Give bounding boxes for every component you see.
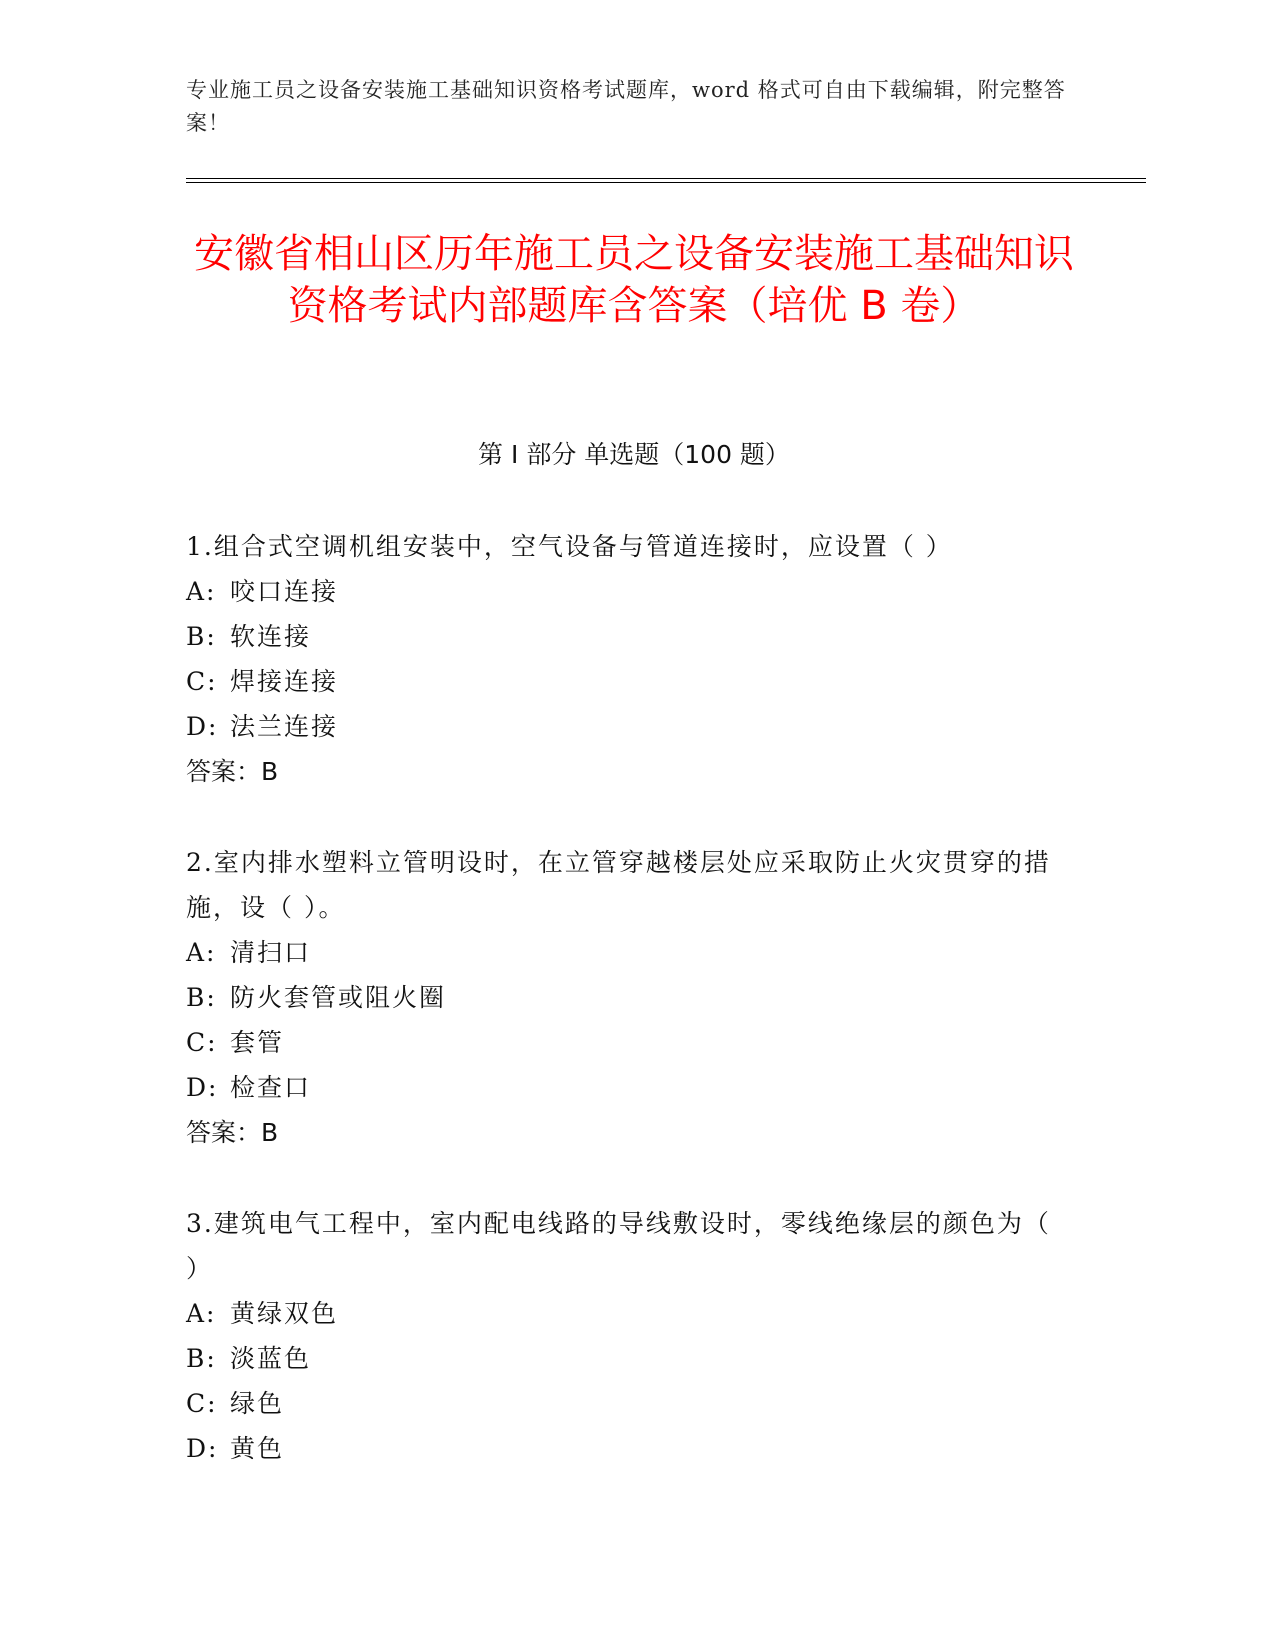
option-a — [186, 1291, 1066, 1336]
header-rule-top — [186, 178, 1146, 179]
option-d — [186, 1426, 1066, 1471]
option-text: 套管 — [230, 1028, 285, 1057]
question-stem: 1.组合式空调机组安装中，空气设备与管道连接时，应设置（ ） — [186, 532, 953, 561]
option-text: 黄绿双色 — [230, 1299, 339, 1328]
answer-line: 答案：B — [186, 1118, 279, 1147]
option-key: C: — [186, 1028, 218, 1057]
option-text: 黄色 — [230, 1434, 285, 1463]
option-b — [186, 1336, 1066, 1381]
question-2 — [186, 840, 1066, 1155]
header-rule-bottom — [186, 182, 1146, 183]
option-d — [186, 1065, 1066, 1110]
option-b — [186, 614, 1066, 659]
option-text: 法兰连接 — [230, 712, 339, 741]
option-key: B: — [186, 622, 217, 651]
option-key: C: — [186, 667, 218, 696]
question-1 — [186, 524, 1066, 794]
option-key: D: — [186, 712, 219, 741]
option-key: B: — [186, 983, 217, 1012]
option-text: 绿色 — [230, 1389, 285, 1418]
question-stem: 2.室内排水塑料立管明设时，在立管穿越楼层处应采取防止火灾贯穿的措施，设（ ）。 — [186, 848, 1051, 922]
option-key: D: — [186, 1073, 219, 1102]
question-stem: 3.建筑电气工程中，室内配电线路的导线敷设时，零线绝缘层的颜色为（ ） — [186, 1209, 1051, 1283]
option-text: 防火套管或阻火圈 — [230, 983, 447, 1012]
option-text: 焊接连接 — [230, 667, 339, 696]
option-b — [186, 975, 1066, 1020]
option-key: A: — [186, 577, 217, 606]
document-title: 安徽省相山区历年施工员之设备安装施工基础知识资格考试内部题库含答案（培优 B 卷） — [194, 231, 1074, 329]
question-list — [186, 524, 1066, 1517]
option-text: 淡蓝色 — [230, 1344, 312, 1373]
option-text: 清扫口 — [230, 938, 312, 967]
option-c — [186, 1381, 1066, 1426]
option-key: D: — [186, 1434, 219, 1463]
option-key: B: — [186, 1344, 217, 1373]
option-text: 咬口连接 — [230, 577, 339, 606]
option-key: C: — [186, 1389, 218, 1418]
option-key: A: — [186, 1299, 217, 1328]
option-d — [186, 704, 1066, 749]
option-key: A: — [186, 938, 217, 967]
option-a — [186, 569, 1066, 614]
option-text: 软连接 — [230, 622, 312, 651]
option-text: 检查口 — [230, 1073, 312, 1102]
section-heading: 第 I 部分 单选题（100 题） — [478, 440, 790, 469]
option-a — [186, 930, 1066, 975]
question-3 — [186, 1201, 1066, 1471]
option-c — [186, 1020, 1066, 1065]
answer-line: 答案：B — [186, 757, 279, 786]
header-note: 专业施工员之设备安装施工基础知识资格考试题库，word 格式可自由下载编辑，附完整答案！ — [186, 78, 1066, 135]
option-c — [186, 659, 1066, 704]
